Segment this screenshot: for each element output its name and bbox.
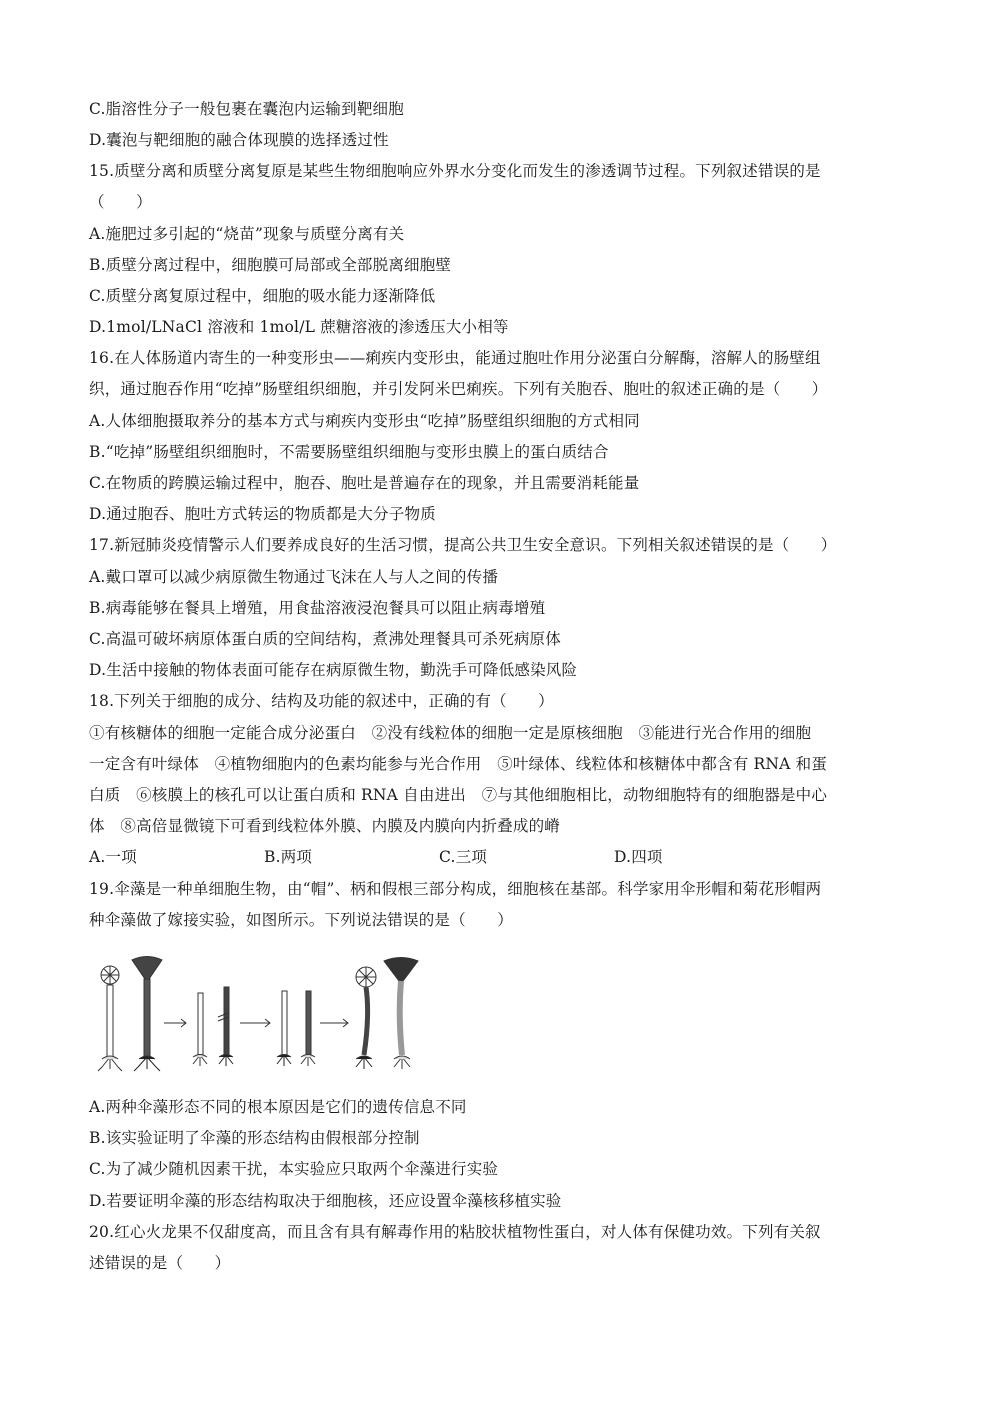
q17-stem: 17.新冠肺炎疫情警示人们要养成良好的生活习惯，提高公共卫生安全意识。下列相关叙述错误的是（ ）	[89, 536, 837, 554]
q18-statements-line4: 体 ⑧高倍显微镜下可看到线粒体外膜、内膜及内膜向内折叠成的嵴	[89, 817, 561, 835]
q19-option-c: C.为了减少随机因素干扰，本实验应只取两个伞藻进行实验	[89, 1160, 499, 1178]
q18-option-b: B.两项	[264, 848, 313, 866]
q15-option-d: D.1mol/LNaCl 溶液和 1mol/L 蔗糖溶液的渗透压大小相等	[89, 318, 509, 336]
acetabularia-grafting-figure	[92, 955, 472, 1080]
q15-option-c: C.质壁分离复原过程中，细胞的吸水能力逐渐降低	[89, 287, 436, 305]
q16-option-d: D.通过胞吞、胞吐方式转运的物质都是大分子物质	[89, 505, 436, 523]
q14-option-c: C.脂溶性分子一般包裹在囊泡内运输到靶细胞	[89, 100, 404, 118]
arrow-icon	[320, 1019, 348, 1027]
q17-option-a: A.戴口罩可以减少病原微生物通过飞沫在人与人之间的传播	[89, 568, 499, 586]
q18-statements-line1: ①有核糖体的细胞一定能合成分泌蛋白 ②没有线粒体的细胞一定是原核细胞 ③能进行光合作用的细胞	[89, 724, 812, 742]
grafted-pair-2	[277, 991, 315, 1066]
q16-stem-line1: 16.在人体肠道内寄生的一种变形虫——痢疾内变形虫，能通过胞吐作用分泌蛋白分解酶，溶解人的肠壁组	[89, 349, 821, 367]
q18-option-a: A.一项	[89, 848, 137, 866]
q19-stem-line2: 种伞藻做了嫁接实验，如图所示。下列说法错误的是（ ）	[89, 911, 513, 929]
arrow-icon	[240, 1019, 270, 1027]
q16-option-b: B.“吃掉”肠壁组织细胞时，不需要肠壁组织细胞与变形虫膜上的蛋白质结合	[89, 443, 609, 461]
q15-stem-line2: （ ）	[89, 193, 152, 211]
q19-stem-line1: 19.伞藻是一种单细胞生物，由“帽”、柄和假根三部分构成，细胞核在基部。科学家用伞形帽和菊花形帽两	[89, 880, 822, 898]
q17-option-b: B.病毒能够在餐具上增殖，用食盐溶液浸泡餐具可以阻止病毒增殖	[89, 599, 546, 617]
q19-option-b: B.该实验证明了伞藻的形态结构由假根部分控制	[89, 1129, 420, 1147]
umbrella-cap-cell-1	[132, 957, 162, 1072]
arrow-icon	[164, 1019, 186, 1027]
q18-statements-line3: 白质 ⑥核膜上的核孔可以让蛋白质和 RNA 自由进出 ⑦与其他细胞相比，动物细胞特有的细胞器是中心	[89, 786, 828, 804]
q18-statements-line2: 一定含有叶绿体 ④植物细胞内的色素均能参与光合作用 ⑤叶绿体、线粒体和核糖体中都含有 RNA 和蛋	[89, 755, 828, 773]
q18-stem: 18.下列关于细胞的成分、结构及功能的叙述中，正确的有（ ）	[89, 692, 554, 710]
q18-option-c: C.三项	[439, 848, 488, 866]
q15-stem-line1: 15.质壁分离和质壁分离复原是某些生物细胞响应外界水分变化而发生的渗透调节过程。下列叙述错误的是	[89, 162, 821, 180]
umbrella-cap-cell-2	[384, 958, 418, 1070]
flower-cap-cell-2	[356, 967, 376, 1069]
q20-stem-line2: 述错误的是（ ）	[89, 1254, 231, 1272]
q15-option-a: A.施肥过多引起的“烧苗”现象与质壁分离有关	[89, 225, 405, 243]
q16-option-c: C.在物质的跨膜运输过程中，胞吞、胞吐是普遍存在的现象，并且需要消耗能量	[89, 474, 640, 492]
q19-option-a: A.两种伞藻形态不同的根本原因是它们的遗传信息不同	[89, 1098, 467, 1116]
grafted-pair-1	[193, 987, 233, 1066]
q18-option-d: D.四项	[614, 848, 663, 866]
flower-cap-cell-1	[98, 966, 122, 1071]
q17-option-d: D.生活中接触的物体表面可能存在病原微生物，勤洗手可降低感染风险	[89, 661, 578, 679]
q17-option-c: C.高温可破坏病原体蛋白质的空间结构，煮沸处理餐具可杀死病原体	[89, 630, 561, 648]
q16-stem-line2: 织，通过胞吞作用“吃掉”肠壁组织细胞，并引发阿米巴痢疾。下列有关胞吞、胞吐的叙述正确的是（ ）	[89, 380, 828, 398]
q20-stem-line1: 20.红心火龙果不仅甜度高，而且含有具有解毒作用的粘胶状植物性蛋白，对人体有保健功效。下列有关叙	[89, 1223, 821, 1241]
q16-option-a: A.人体细胞摄取养分的基本方式与痢疾内变形虫“吃掉”肠壁组织细胞的方式相同	[89, 412, 640, 430]
q15-option-b: B.质壁分离过程中，细胞膜可局部或全部脱离细胞壁	[89, 256, 452, 274]
q14-option-d: D.囊泡与靶细胞的融合体现膜的选择透过性	[89, 131, 389, 149]
q18-options	[89, 846, 904, 868]
q19-option-d: D.若要证明伞藻的形态结构取决于细胞核，还应设置伞藻核移植实验	[89, 1192, 562, 1210]
